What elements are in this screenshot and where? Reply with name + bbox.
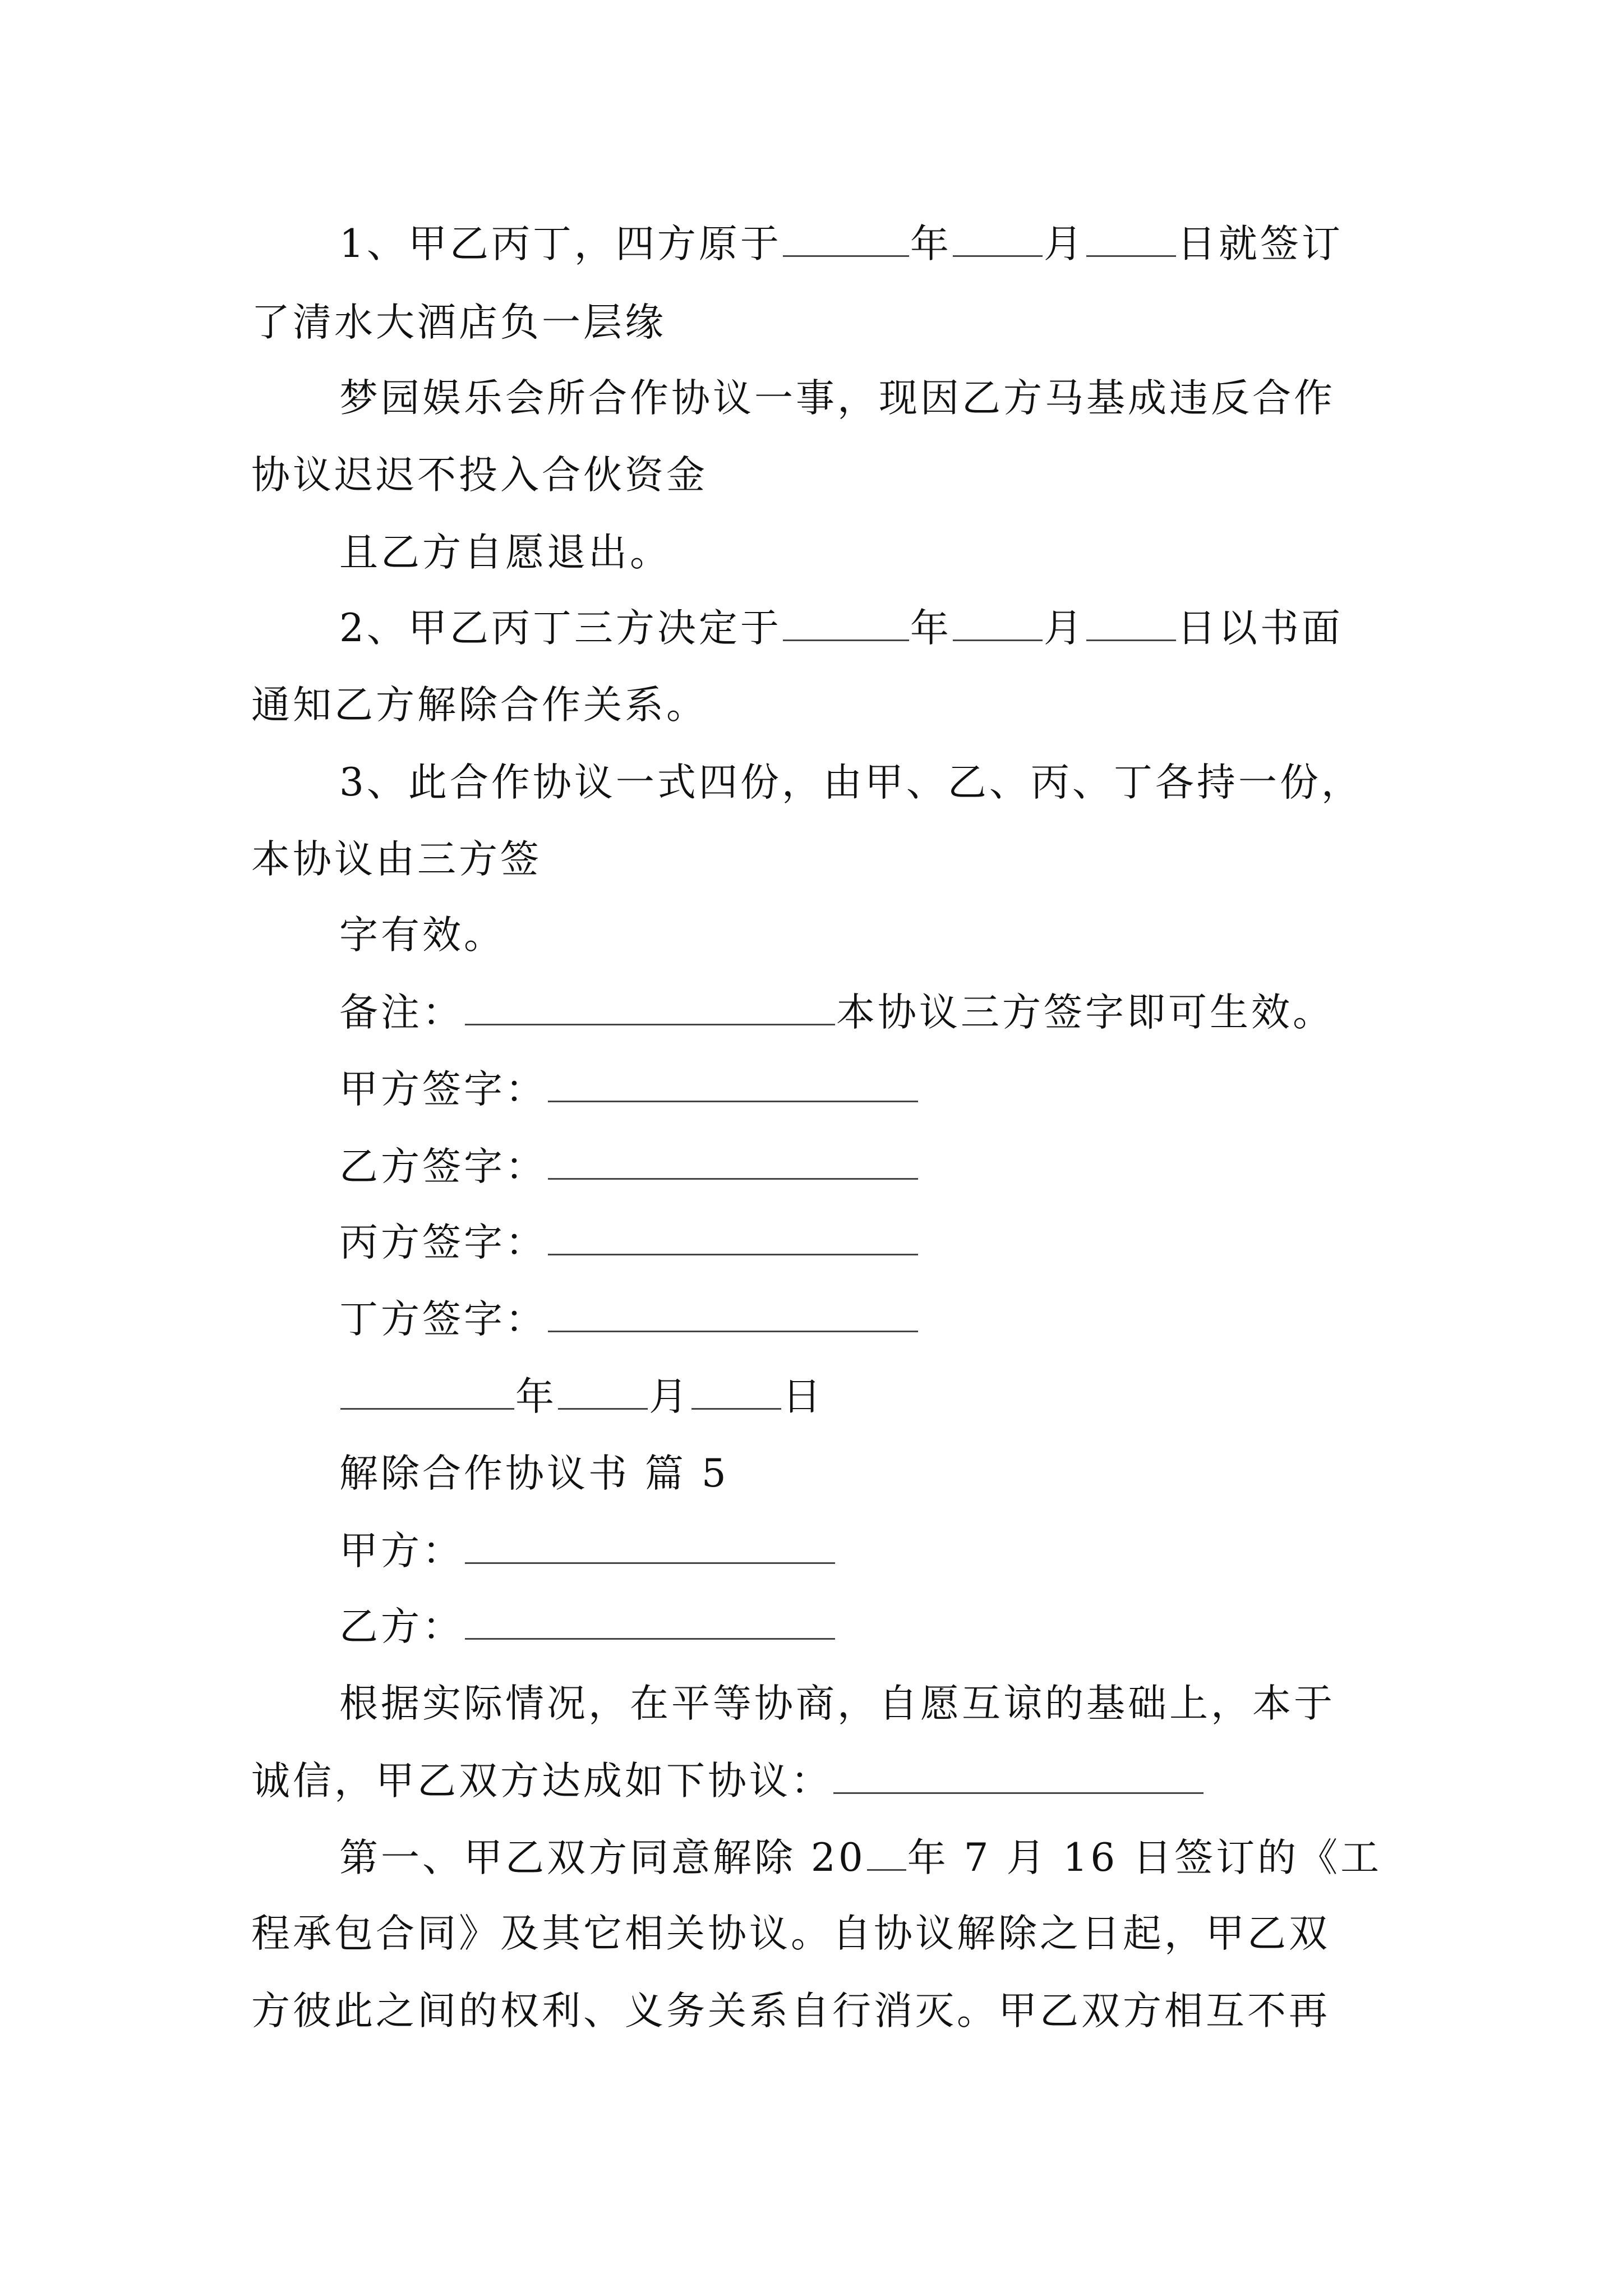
party-label: 甲方： xyxy=(339,1529,464,1573)
date-day-label: 日 xyxy=(782,1374,824,1419)
blank-field xyxy=(783,605,909,641)
line-text: 1、甲乙丙丁，四方原于 xyxy=(339,222,782,266)
blank-field xyxy=(1086,220,1176,257)
signature-label: 甲方签字： xyxy=(339,1067,547,1112)
line-text: 年 xyxy=(910,606,952,651)
signature-label: 丁方签字： xyxy=(339,1297,547,1342)
line-text: 年 7 月 16 日签订的《工 xyxy=(907,1835,1382,1880)
blank-field xyxy=(953,605,1043,641)
text-line: 方彼此之间的权利、义务关系自行消灭。甲乙双方相互不再 xyxy=(251,1989,1330,2033)
signature-blank xyxy=(548,1066,918,1102)
party-a-line xyxy=(339,1523,836,1579)
line-text: 月 xyxy=(1043,222,1085,266)
text-line: 程承包合同》及其它相关协议。自协议解除之日起，甲乙双 xyxy=(251,1911,1330,1956)
line-text: 第一、甲乙双方同意解除 20 xyxy=(339,1835,866,1880)
signature-line-jia xyxy=(339,1061,919,1117)
text-line xyxy=(251,1753,1205,1809)
line-text: 日就签订 xyxy=(1177,222,1343,266)
blank-field xyxy=(340,1373,514,1410)
text-line xyxy=(339,216,1343,272)
date-line xyxy=(339,1369,824,1425)
line-text: 2、甲乙丙丁三方决定于 xyxy=(339,606,782,651)
blank-field xyxy=(558,1373,648,1410)
date-month-label: 月 xyxy=(649,1374,690,1419)
line-text: 年 xyxy=(910,222,952,266)
text-line: 本协议由三方签 xyxy=(251,837,542,882)
text-line: 协议迟迟不投入合伙资金 xyxy=(251,453,708,498)
signature-line-ding xyxy=(339,1291,919,1347)
text-line: 3、此合作协议一式四份，由甲、乙、丙、丁各持一份， xyxy=(339,760,1363,805)
date-year-label: 年 xyxy=(515,1374,557,1419)
line-text: 诚信，甲乙双方达成如下协议： xyxy=(251,1759,832,1803)
signature-label: 乙方签字： xyxy=(339,1144,547,1189)
signature-blank xyxy=(548,1219,918,1255)
line-text: 月 xyxy=(1043,606,1085,651)
party-label: 乙方： xyxy=(339,1604,464,1649)
blank-field xyxy=(867,1834,906,1871)
signature-blank xyxy=(548,1296,918,1332)
signature-line-bing xyxy=(339,1214,919,1271)
text-line: 了清水大酒店负一层缘 xyxy=(251,300,666,345)
text-line: 根据实际情况，在平等协商，自愿互谅的基础上，本于 xyxy=(339,1681,1335,1726)
blank-field xyxy=(833,1757,1204,1794)
line-text: 日以书面 xyxy=(1177,606,1343,651)
signature-line-yi xyxy=(339,1139,919,1195)
blank-field xyxy=(465,1603,835,1640)
blank-field xyxy=(953,220,1043,257)
signature-label: 丙方签字： xyxy=(339,1220,547,1265)
remark-text: 本协议三方签字即可生效。 xyxy=(836,990,1334,1035)
blank-field xyxy=(465,989,835,1025)
text-line: 字有效。 xyxy=(339,913,505,958)
blank-field xyxy=(1086,605,1176,641)
section-title: 解除合作协议书 篇 5 xyxy=(339,1451,729,1496)
blank-field xyxy=(465,1527,835,1564)
remark-label: 备注： xyxy=(339,990,464,1035)
text-line: 且乙方自愿退出。 xyxy=(339,530,671,575)
blank-field xyxy=(783,220,909,257)
party-b-line xyxy=(339,1599,836,1655)
text-line: 通知乙方解除合作关系。 xyxy=(251,683,708,728)
text-line xyxy=(339,1830,1382,1886)
blank-field xyxy=(691,1373,781,1410)
remark-line xyxy=(339,984,1334,1041)
text-line: 梦园娱乐会所合作协议一事，现因乙方马基成违反合作 xyxy=(339,376,1335,421)
text-line xyxy=(339,600,1343,656)
signature-blank xyxy=(548,1143,918,1180)
